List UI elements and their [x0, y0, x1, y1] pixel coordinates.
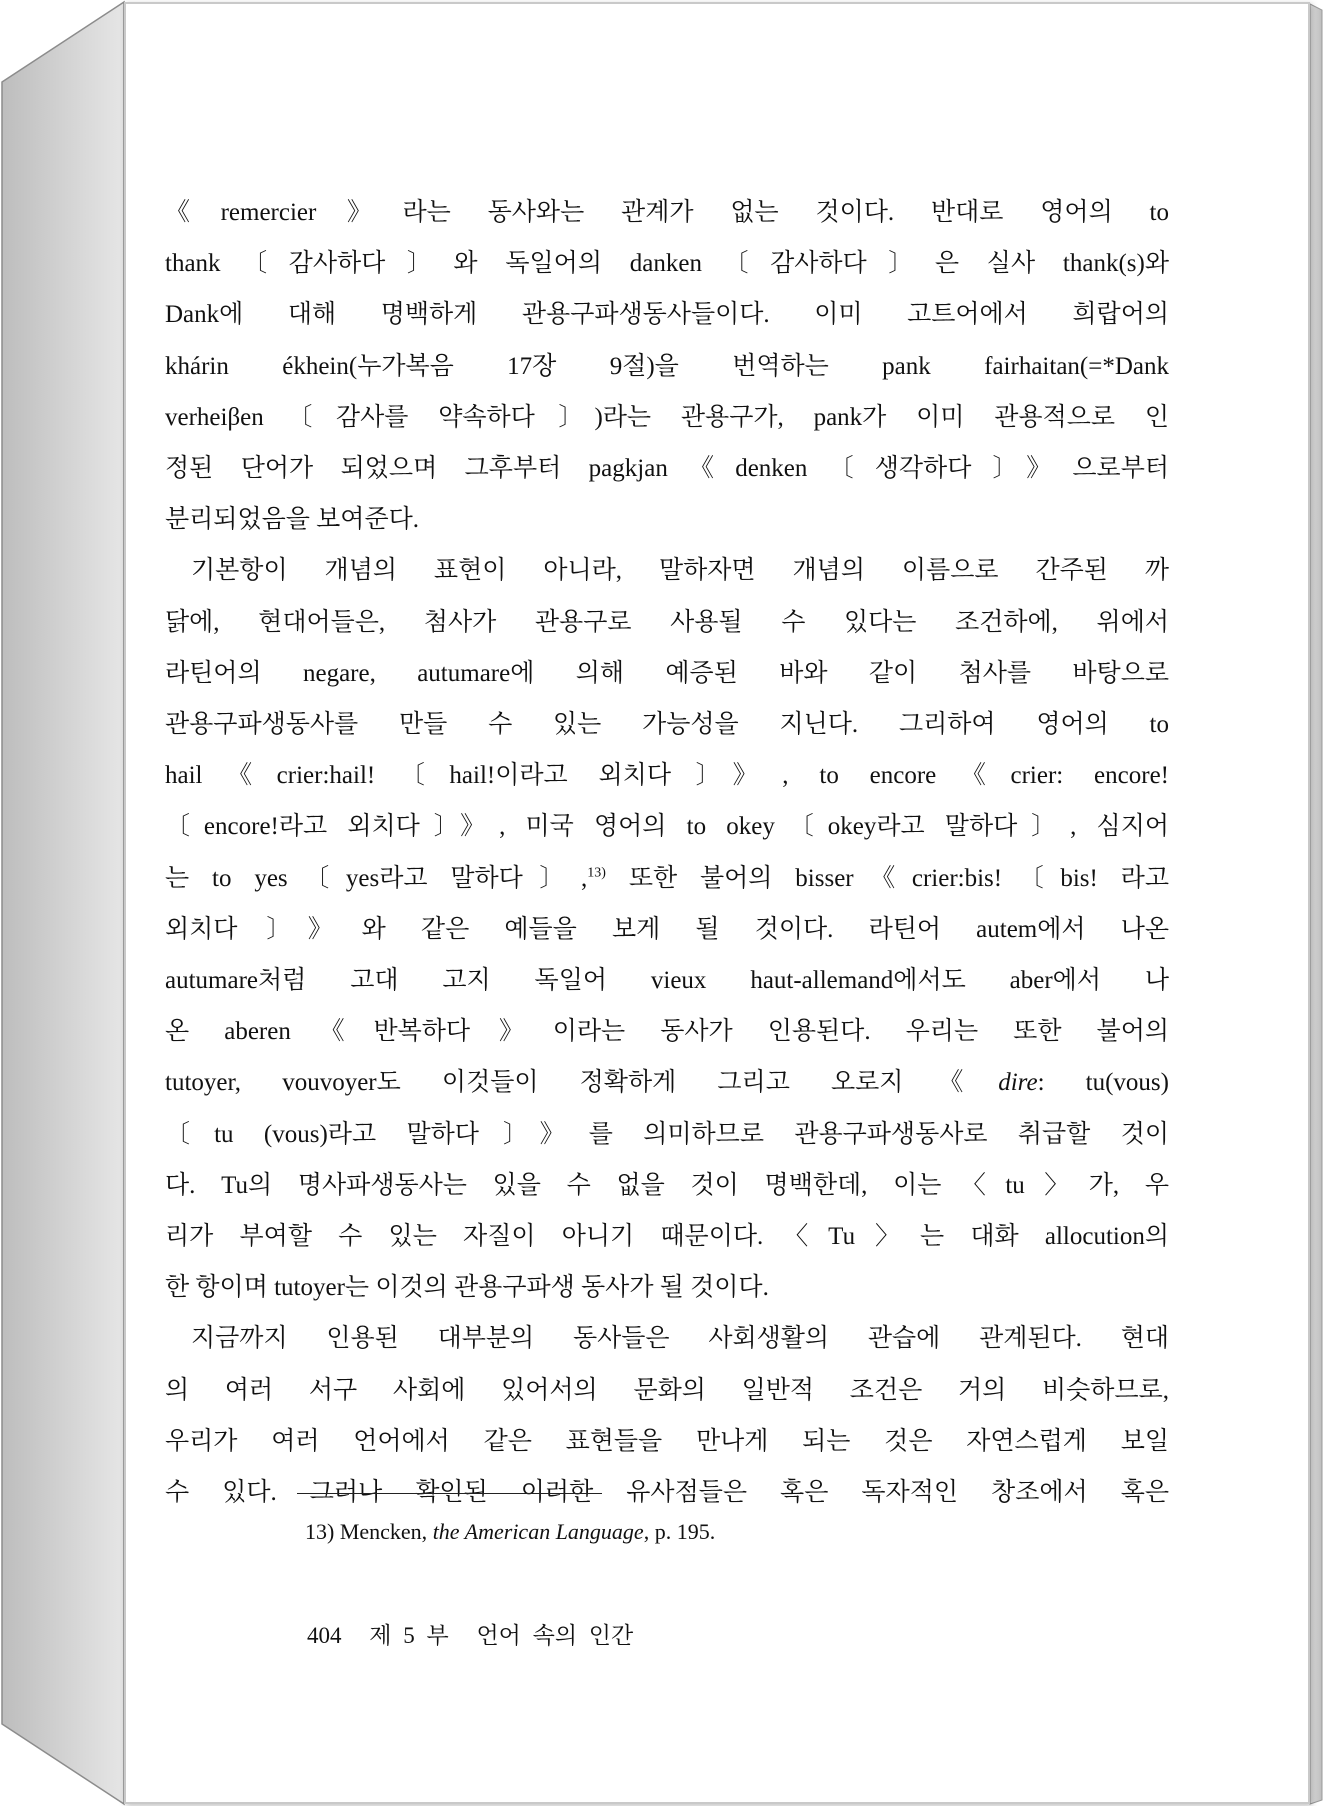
text-segment: tutoyer, vouvoyer도 이것들이 정확하게 그리고 오로지《 — [165, 1069, 999, 1097]
text-segment: 또한 불어의 bisser《crier:bis!〔bis! 라고 — [605, 864, 1169, 892]
footnote-ref: 13) — [587, 865, 606, 881]
text-line: 한 항이며 tutoyer는 이것의 관용구파생 동사가 될 것이다. — [165, 1274, 769, 1302]
footnote-number: 13) — [305, 1519, 335, 1544]
page-number: 404 — [307, 1623, 342, 1648]
text-line: 다. Tu의 명사파생동사는 있을 수 없을 것이 명백한데, 이는〈tu〉가, 우 — [165, 1171, 1169, 1199]
text-line: khárin ékhein(누가복음 17장 9절)을 번역하는 pank fairhaitan(=*Dank — [165, 352, 1169, 380]
text-line: 외치다〕》와 같은 예들을 보게 될 것이다. 라틴어 autem에서 나온 — [165, 915, 1169, 943]
text-line: 의 여러 서구 사회에 있어서의 문화의 일반적 조건은 거의 비슷하므로, — [165, 1376, 1169, 1404]
text-line: hail《crier:hail!〔hail!이라고 외치다〕》, to encore《crier: encore! — [165, 762, 1169, 790]
text-line: 기본항이 개념의 표현이 아니라, 말하자면 개념의 이름으로 간주된 까 — [191, 557, 1169, 585]
text-line: 온 aberen《반복하다》이라는 동사가 인용된다. 우리는 또한 불어의 — [165, 1018, 1169, 1046]
part-title: 언어 속의 인간 — [476, 1623, 634, 1648]
part-label: 제 5 부 — [369, 1623, 449, 1648]
text-line: 정된 단어가 되었으며 그후부터 pagkjan《denken〔생각하다〕》으로부터 — [165, 455, 1169, 483]
text-line: Dank에 대해 명백하게 관용구파생동사들이다. 이미 고트어에서 희랍어의 — [165, 301, 1169, 329]
text-line: 우리가 여러 언어에서 같은 표현들을 만나게 되는 것은 자연스럽게 보일 — [165, 1427, 1169, 1455]
body-text — [165, 188, 1169, 1519]
text-line: 라틴어의 negare, autumare에 의해 예증된 바와 같이 첨사를 바탕으로 — [165, 659, 1169, 687]
paragraph-1 — [165, 188, 1169, 544]
text-segment: : tu(vous) — [1037, 1069, 1169, 1097]
text-segment: 는 to yes〔yes라고 말하다〕, — [165, 864, 588, 892]
text-line: 닭에, 현대어들은, 첨사가 관용구로 사용될 수 있다는 조건하에, 위에서 — [165, 608, 1169, 636]
footnote-page: , p. 195. — [643, 1519, 716, 1544]
paragraph-2 — [165, 546, 1169, 1312]
paragraph-3 — [165, 1314, 1169, 1517]
text-line: 《remercier》라는 동사와는 관계가 없는 것이다. 반대로 영어의 to — [165, 199, 1169, 226]
text-line: 분리되었음을 보여준다. — [165, 506, 420, 534]
text-line: verheiβen〔감사를 약속하다〕)라는 관용구가, pank가 이미 관용적으로 인 — [165, 403, 1169, 431]
footnote — [305, 1519, 715, 1545]
text-line: autumare처럼 고대 고지 독일어 vieux haut-allemand에서도 aber에서 나 — [165, 967, 1169, 995]
footnote-title: the American Language — [432, 1519, 644, 1544]
footnote-divider — [297, 1493, 602, 1494]
text-line: thank〔감사하다〕와 독일어의 danken〔감사하다〕은 실사 thank(s)와 — [165, 250, 1169, 278]
text-line: 관용구파생동사를 만들 수 있는 가능성을 지닌다. 그리하여 영어의 to — [165, 711, 1169, 739]
text-line-with-italic — [165, 1058, 1169, 1107]
text-line: 〔tu (vous)라고 말하다〕》를 의미하므로 관용구파생동사로 취급할 것이 — [165, 1120, 1169, 1148]
text-line: 지금까지 인용된 대부분의 동사들은 사회생활의 관습에 관계된다. 현대 — [191, 1325, 1169, 1353]
text-line: 리가 부여할 수 있는 자질이 아니기 때문이다.〈Tu〉는 대화 allocution의 — [165, 1223, 1169, 1251]
text-line: 〔encore!라고 외치다〕》, 미국 영어의 to okey〔okey라고 말하다〕, 심지어 — [165, 813, 1169, 841]
running-footer — [307, 1617, 649, 1650]
text-line-with-note — [165, 854, 1169, 903]
italic-term: dire — [998, 1069, 1038, 1097]
footnote-author: Mencken, — [339, 1519, 428, 1544]
text-line: 수 있다. 그러나 확인된 이러한 유사점들은 혹은 독자적인 창조에서 혹은 — [165, 1479, 1169, 1507]
